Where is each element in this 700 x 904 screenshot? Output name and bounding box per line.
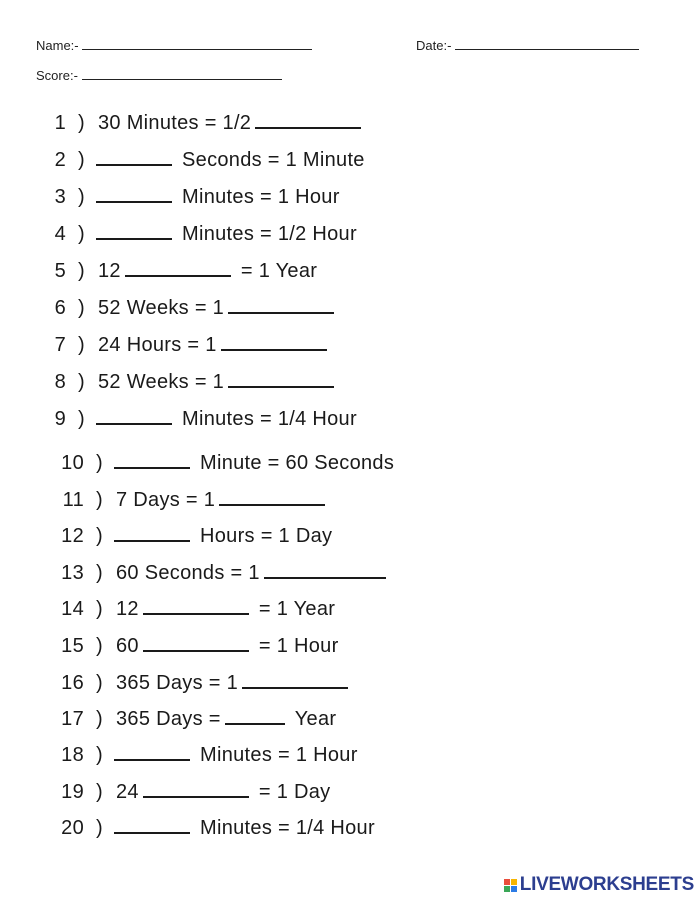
question-paren: ) [96, 635, 103, 657]
question-row [58, 669, 352, 693]
question-text: Minutes = 1 Hour [182, 186, 340, 208]
question-paren: ) [78, 186, 85, 208]
question-row [54, 220, 357, 244]
answer-blank[interactable] [96, 146, 172, 166]
question-row [58, 632, 339, 656]
liveworksheets-logo-icon [504, 879, 517, 892]
date-field-row [416, 38, 639, 53]
question-row [58, 522, 332, 546]
question-number: 6 [54, 297, 66, 319]
question-text: Minutes = 1/2 Hour [182, 223, 357, 245]
score-label: Score:- [36, 68, 78, 83]
answer-blank[interactable] [143, 595, 249, 615]
question-number: 5 [54, 260, 66, 282]
question-text: 60 Seconds = 1 [116, 562, 260, 584]
question-text: 365 Days = 1 [116, 672, 239, 694]
question-number: 4 [54, 223, 66, 245]
answer-blank[interactable] [143, 632, 249, 652]
question-row [54, 109, 365, 133]
brand-text: LIVEWORKSHEETS [519, 874, 694, 895]
question-paren: ) [96, 598, 103, 620]
question-paren: ) [78, 408, 85, 430]
question-paren: ) [96, 489, 103, 511]
question-row [58, 705, 336, 729]
question-paren: ) [78, 334, 85, 356]
question-paren: ) [78, 223, 85, 245]
answer-blank[interactable] [228, 294, 334, 314]
question-number: 1 [54, 112, 66, 134]
question-paren: ) [78, 297, 85, 319]
question-number: 12 [61, 525, 84, 547]
question-text: Minutes = 1/4 Hour [182, 408, 357, 430]
question-row [54, 146, 365, 170]
question-text: 7 Days = 1 [116, 489, 216, 511]
question-number: 17 [61, 708, 84, 730]
question-row [54, 183, 340, 207]
question-paren: ) [96, 744, 103, 766]
question-paren: ) [78, 260, 85, 282]
question-text: 52 Weeks = 1 [98, 297, 225, 319]
answer-blank[interactable] [225, 705, 285, 725]
question-text: Minutes = 1 Hour [200, 744, 358, 766]
question-text: 12 [98, 260, 121, 282]
question-number: 18 [61, 744, 84, 766]
answer-blank[interactable] [96, 220, 172, 240]
question-text: 52 Weeks = 1 [98, 371, 225, 393]
question-number: 7 [54, 334, 66, 356]
question-text: Hours = 1 Day [200, 525, 333, 547]
question-text: 24 Hours = 1 [98, 334, 217, 356]
question-paren: ) [96, 562, 103, 584]
question-text: Minutes = 1/4 Hour [200, 817, 375, 839]
question-row [54, 257, 317, 281]
answer-blank[interactable] [255, 109, 361, 129]
answer-blank[interactable] [114, 522, 190, 542]
question-number: 20 [61, 817, 84, 839]
date-input-line[interactable] [455, 38, 639, 50]
question-number: 13 [61, 562, 84, 584]
answer-blank[interactable] [125, 257, 231, 277]
question-number: 15 [61, 635, 84, 657]
question-row [58, 449, 394, 473]
question-number: 9 [54, 408, 66, 430]
answer-blank[interactable] [96, 183, 172, 203]
question-paren: ) [78, 371, 85, 393]
answer-blank[interactable] [221, 331, 327, 351]
question-text: 24 [116, 781, 139, 803]
question-paren: ) [96, 817, 103, 839]
question-row [58, 778, 330, 802]
question-text: 365 Days = [116, 708, 221, 730]
question-text: = 1 Day [258, 781, 331, 803]
question-paren: ) [78, 149, 85, 171]
question-number: 10 [61, 452, 84, 474]
answer-blank[interactable] [219, 486, 325, 506]
question-number: 14 [61, 598, 84, 620]
question-text: Minute = 60 Seconds [200, 452, 395, 474]
liveworksheets-logo [504, 874, 694, 896]
answer-blank[interactable] [242, 669, 348, 689]
question-row [58, 486, 329, 510]
answer-blank[interactable] [114, 741, 190, 761]
score-input-line[interactable] [82, 68, 282, 80]
answer-blank[interactable] [264, 559, 386, 579]
answer-blank[interactable] [228, 368, 334, 388]
answer-blank[interactable] [96, 405, 172, 425]
answer-blank[interactable] [143, 778, 249, 798]
question-text: 30 Minutes = 1/2 [98, 112, 252, 134]
question-row [54, 331, 331, 355]
question-text: = 1 Year [258, 598, 336, 620]
question-paren: ) [96, 672, 103, 694]
question-paren: ) [96, 781, 103, 803]
question-row [58, 595, 335, 619]
question-text: = 1 Year [240, 260, 318, 282]
question-text: = 1 Hour [258, 635, 339, 657]
question-paren: ) [96, 525, 103, 547]
name-label: Name:- [36, 38, 79, 53]
answer-blank[interactable] [114, 814, 190, 834]
question-number: 16 [61, 672, 84, 694]
question-paren: ) [78, 112, 85, 134]
question-row [58, 814, 375, 838]
question-text: Year [294, 708, 337, 730]
question-row [54, 294, 338, 318]
question-row [58, 559, 390, 583]
date-label: Date:- [416, 38, 452, 53]
question-row [54, 405, 357, 429]
question-row [58, 741, 358, 765]
question-number: 11 [62, 489, 84, 511]
question-paren: ) [96, 452, 103, 474]
question-paren: ) [96, 708, 103, 730]
answer-blank[interactable] [114, 449, 190, 469]
question-text: 12 [116, 598, 139, 620]
question-number: 2 [54, 149, 66, 171]
question-row [54, 368, 338, 392]
question-text: Seconds = 1 Minute [182, 149, 365, 171]
question-number: 19 [61, 781, 84, 803]
question-number: 3 [54, 186, 66, 208]
question-text: 60 [116, 635, 139, 657]
name-field-row [36, 38, 312, 53]
score-field-row [36, 68, 282, 83]
question-number: 8 [54, 371, 66, 393]
name-input-line[interactable] [82, 38, 312, 50]
